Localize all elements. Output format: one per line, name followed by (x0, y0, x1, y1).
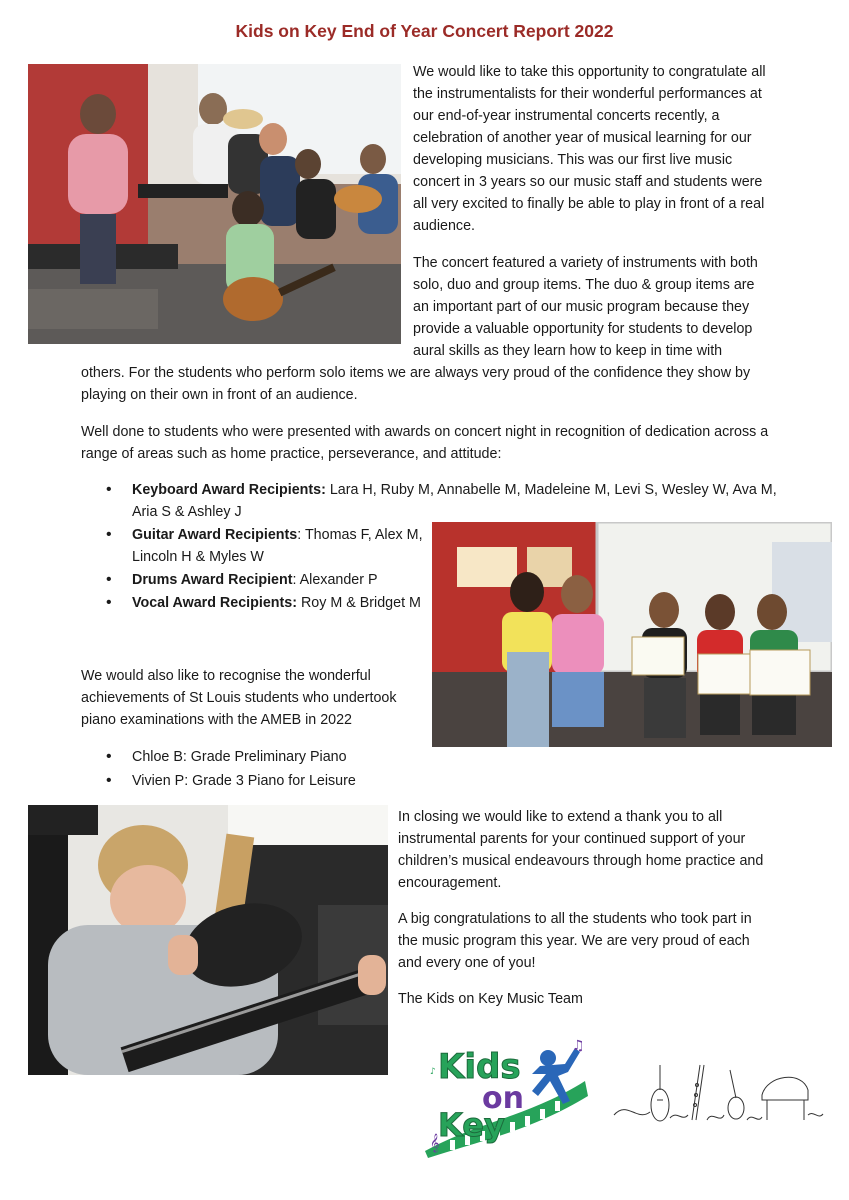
award-recipients-photo (432, 522, 832, 747)
concert-paragraph-continued: others. For the students who perform solo items we are always very proud of the confidence they show by playing on their own in front of an audience. (81, 365, 751, 403)
exam-item: • Vivien P: Grade 3 Piano for Leisure (81, 770, 411, 792)
award-label: Drums Award Recipient (132, 572, 293, 588)
svg-text:♫: ♫ (572, 1038, 585, 1054)
congrats-paragraph: A big congratulations to all the students who took part in the music program this year. We are very proud of each and every one of you! (398, 911, 752, 971)
svg-text:♪: ♪ (430, 1067, 436, 1077)
concert-line: solo, duo and group items. The duo & group items are (413, 277, 755, 293)
concert-photo (28, 64, 401, 344)
logo-key: Key (438, 1106, 505, 1144)
logo-kids: Kids (438, 1047, 521, 1087)
award-names: : Alexander P (292, 572, 378, 588)
exams-list (81, 746, 411, 792)
closing-paragraph: In closing we would like to extend a thank you to all instrumental parents for your continued support of your children’s musical endeavours through home practice and encouragement. (398, 809, 764, 891)
instruments-line-art (612, 1060, 824, 1130)
award-label: Keyboard Award Recipients: (132, 482, 326, 498)
awards-intro: Well done to students who were presented with awards on concert night in recognition of dedication across a range of areas such as home practice, perseverance, and attitude: (81, 424, 769, 462)
exam-item: • Chloe B: Grade Preliminary Piano (81, 746, 411, 768)
concert-line: The concert featured a variety of instruments with both (413, 255, 758, 271)
concert-line: an important part of our music program because they (413, 299, 750, 315)
award-item (81, 524, 432, 568)
logo-on: on (482, 1081, 524, 1116)
award-item (81, 479, 791, 523)
award-names: Lara H, Ruby M, Annabelle M, Madeleine M, Levi S, Wesley W, Ava M, Aria S & Ashley J (132, 482, 777, 520)
concert-line: provide a valuable opportunity for students to develop (413, 321, 753, 337)
award-label: Vocal Award Recipients: (132, 595, 297, 611)
award-names: Roy M & Bridget M (297, 595, 421, 611)
concert-line: aural skills as they learn how to keep in time with (413, 343, 723, 359)
kids-on-key-logo (420, 1036, 590, 1158)
ameb-paragraph: We would also like to recognise the wonderful achievements of St Louis students who undertook piano examinations with the AMEB in 2022 (81, 668, 397, 728)
award-label: Guitar Award Recipients (132, 527, 298, 543)
signoff: The Kids on Key Music Team (398, 991, 583, 1007)
concert-paragraph (413, 252, 783, 362)
award-names: : Thomas F, Alex M, Lincoln H & Myles W (132, 527, 423, 565)
svg-text:𝄞: 𝄞 (430, 1133, 440, 1152)
page-title: Kids on Key End of Year Concert Report 2022 (235, 21, 614, 41)
guitar-student-photo (28, 805, 388, 1075)
intro-paragraph: We would like to take this opportunity to congratulate all the instrumentalists for their wonderful performances at our end-of-year instrumental concerts recently, a celebration of another year of musical learning for our developing musicians. This was our first live music concert in 3 years so our music staff and students were all very excited to finally be able to play in front of a real audience. (413, 64, 766, 234)
